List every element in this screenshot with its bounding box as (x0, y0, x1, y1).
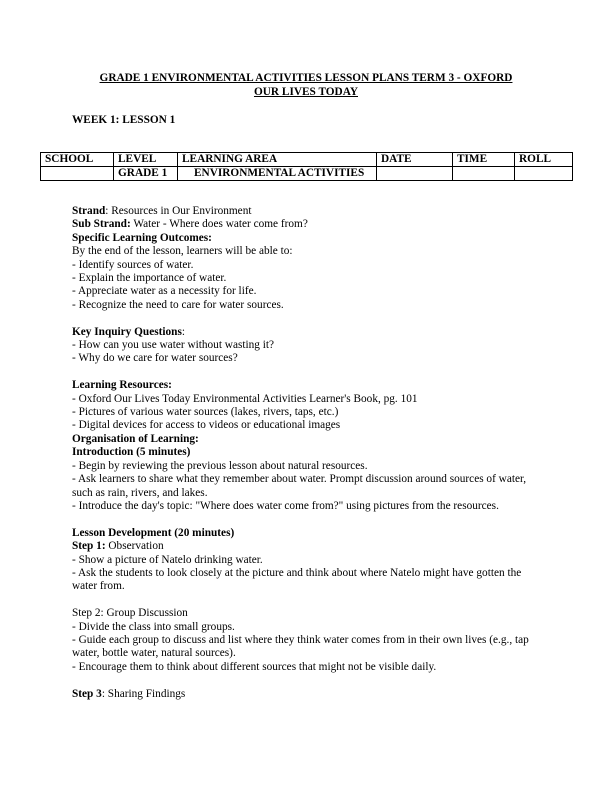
step3-value: : Sharing Findings (101, 687, 186, 700)
table-header-cell: SCHOOL (41, 153, 114, 167)
dev-heading-text: Lesson Development (20 minutes) (72, 526, 235, 539)
list-item: - Ask learners to share what they remember about water. Prompt discussion around sources of water, such as rain, rivers, and lakes. (72, 473, 527, 499)
table-cell: ENVIRONMENTAL ACTIVITIES (178, 167, 377, 181)
page-title (72, 72, 540, 99)
slo-intro: By the end of the lesson, learners will be able to: (72, 245, 293, 258)
intro-heading-text: Introduction (5 minutes) (72, 446, 191, 459)
list-item: - Oxford Our Lives Today Environmental Activities Learner's Book, pg. 101 (72, 392, 418, 405)
list-item: - Why do we care for water sources? (72, 352, 238, 365)
sub-strand-value: Water - Where does water come from? (130, 218, 308, 231)
table-header-cell: ROLL (515, 153, 573, 167)
table-cell (41, 167, 114, 181)
strand-line (72, 205, 548, 218)
list-item: - Begin by reviewing the previous lesson about natural resources. (72, 459, 368, 472)
table-header-cell: DATE (377, 153, 453, 167)
lesson-body (72, 205, 548, 701)
list-item: - Appreciate water as a necessity for life. (72, 285, 257, 298)
organisation-heading-text: Organisation of Learning: (72, 432, 199, 445)
step3-label: Step 3 (72, 687, 102, 700)
intro-heading (72, 446, 548, 459)
slo-heading (72, 232, 548, 245)
list-item: - Digital devices for access to videos or educational images (72, 419, 341, 432)
title-line-2: OUR LIVES TODAY (253, 85, 358, 98)
step1-line (72, 540, 548, 553)
list-item: - Recognize the need to care for water sources. (72, 298, 284, 311)
list-item: - Guide each group to discuss and list where they think water comes from in their own lives (e.g., tap water, bottle water, natural sources). (72, 633, 529, 660)
strand-label: Strand (72, 205, 106, 217)
table-header-cell: LEARNING AREA (178, 153, 377, 167)
table-cell (515, 167, 573, 181)
table-header-cell: TIME (453, 153, 515, 167)
list-item: - Identify sources of water. (72, 258, 194, 271)
week-heading: WEEK 1: LESSON 1 (72, 114, 176, 126)
table-row (41, 167, 573, 181)
list-item: - Explain the importance of water. (72, 272, 227, 285)
list-item: - Pictures of various water sources (lakes, rivers, taps, etc.) (72, 406, 339, 419)
resources-heading-text: Learning Resources: (72, 379, 172, 392)
sub-strand-line (72, 218, 548, 231)
step3-line (72, 688, 548, 701)
resources-heading (72, 379, 548, 392)
list-item: - Divide the class into small groups. (72, 620, 235, 633)
list-item: - Encourage them to think about different sources that might not be visible daily. (72, 660, 437, 673)
step1-label: Step 1: (72, 540, 106, 553)
table-header-row (41, 153, 573, 167)
dev-heading (72, 527, 548, 540)
step1-value: Observation (105, 540, 164, 553)
organisation-heading (72, 433, 548, 446)
slo-heading-text: Specific Learning Outcomes: (72, 231, 212, 244)
table-header-cell: LEVEL (114, 153, 178, 167)
list-item: - Introduce the day's topic: "Where does water come from?" using pictures from the resources. (72, 499, 499, 512)
table-cell: GRADE 1 (114, 167, 178, 181)
step2-heading: Step 2: Group Discussion (72, 607, 188, 620)
kiq-label: Key Inquiry Questions (72, 325, 182, 338)
title-line-1: GRADE 1 ENVIRONMENTAL ACTIVITIES LESSON PLANS TERM 3 - OXFORD (99, 72, 513, 84)
list-item: - How can you use water without wasting it? (72, 339, 275, 352)
lesson-meta-table (40, 152, 573, 181)
table-cell (453, 167, 515, 181)
table-cell (377, 167, 453, 181)
kiq-colon: : (181, 325, 185, 338)
list-item: - Show a picture of Natelo drinking water. (72, 553, 263, 566)
sub-strand-label: Sub Strand: (72, 218, 131, 231)
kiq-heading (72, 326, 548, 339)
strand-value: : Resources in Our Environment (105, 205, 252, 217)
list-item: - Ask the students to look closely at the picture and think about where Natelo might have gotten the water from. (72, 566, 522, 593)
